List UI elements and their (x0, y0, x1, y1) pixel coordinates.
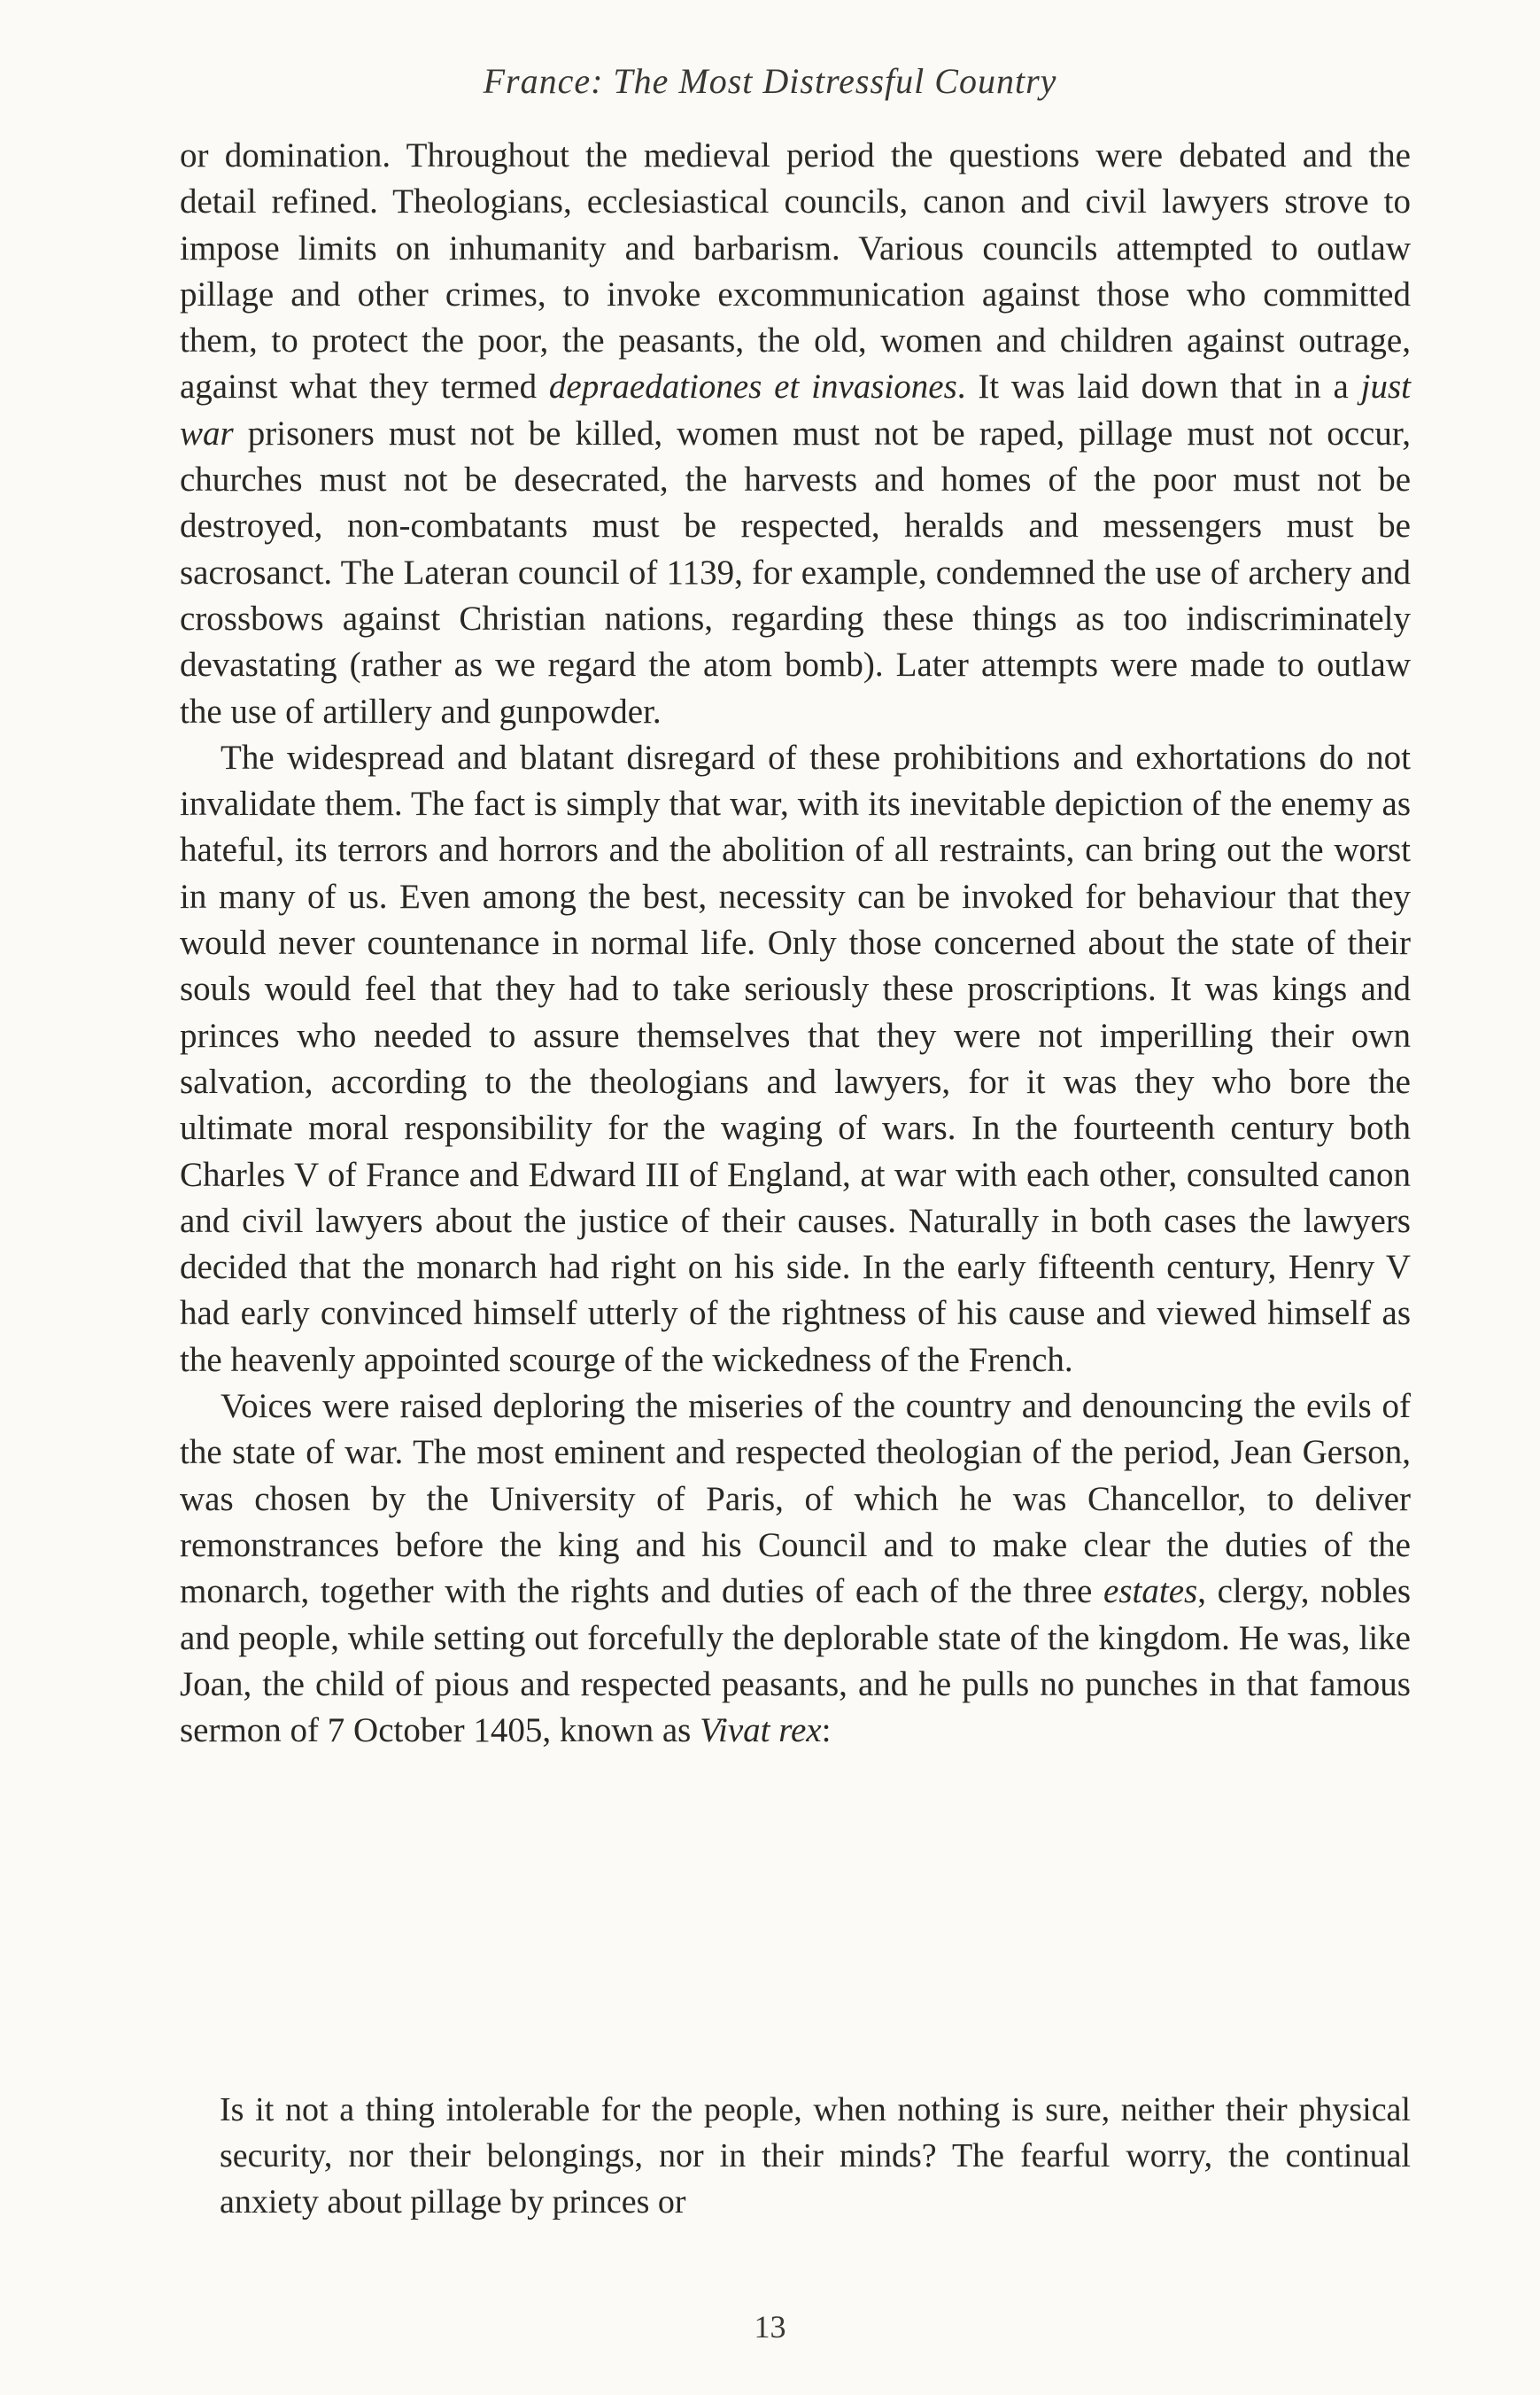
paragraph-1-text-b: . It was laid down that in a (956, 368, 1361, 407)
paragraph-3-italic-a: estates (1103, 1572, 1198, 1611)
paragraph-2: The widespread and blatant disregard of these prohibitions and exhortations do not invalidate them. The fact is simply that war, with its inevitable depiction of the enemy as hateful, its terrors and horrors and the abolition of all restraints, can bring out the worst in many of us. Even among the best, necessity can be invoked for behaviour that they would never countenance in normal life. Only those concerned about the state of their souls would feel that they had to take seriously these proscriptions. It was kings and princes who needed to assure themselves that they were not imperilling their own salvation, according to the theologians and lawyers, for it was they who bore the ultimate moral responsibility for the waging of wars. In the fourteenth century both Charles V of France and Edward III of England, at war with each other, consulted canon and civil lawyers about the justice of their causes. Naturally in both cases the lawyers decided that the monarch had right on his side. In the early fifteenth century, Henry V had early convinced himself utterly of the rightness of his cause and viewed himself as the heavenly appointed scourge of the wickedness of the French. (180, 738, 1411, 1379)
running-head: France: The Most Distressful Country (483, 61, 1057, 101)
paragraph-1-text-a: or domination. Throughout the medieval period the questions were debated and the detail refined. Theologians, ecclesiastical councils, canon and civil lawyers strove to impose limits on inhumanity and barbarism. Various councils attempted to outlaw pillage and other crimes, to invoke excommunication against those who committed them, to protect the poor, the peasants, the old, women and children against outrage, against what they termed (180, 136, 1411, 407)
paragraph-1-italic-a: depraedationes et invasiones (548, 368, 957, 407)
block-quote-text: Is it not a thing intolerable for the people, when nothing is sure, neither their physical security, nor their belongings, nor in their minds? The fearful worry, the continual anxiety about pillage by princes or (220, 2091, 1411, 2221)
paragraph-3 (180, 1384, 1411, 1754)
paragraph-1 (180, 133, 1411, 735)
paragraph-3-text-a: Voices were raised deploring the miseries of the country and denouncing the evils of the state of war. The most eminent and respected theologian of the period, Jean Gerson, was chosen by the University of Paris, of which he was Chancellor, to deliver remonstrances before the king and his Council and to make clear the duties of the monarch, together with the rights and duties of each of the three (180, 1387, 1411, 1611)
paragraph-3-italic-b: Vivat rex (700, 1711, 822, 1750)
body-text (180, 133, 1411, 1754)
page-number: 13 (754, 2309, 786, 2345)
paragraph-1-text-c: prisoners must not be killed, women must not be raped, pillage must not occur, churches must not be desecrated, the harvests and homes of the poor must not be destroyed, non-combatants must be respected, heralds and messengers must be sacrosanct. The Lateran council of 1139, for example, condemned the use of archery and crossbows against Christian nations, regarding these things as too indiscriminately devastating (rather as we regard the atom bomb). Later attempts were made to outlaw the use of artillery and gunpowder. (180, 414, 1411, 731)
paragraph-1-italic-b: just war (180, 368, 1412, 453)
paragraph-3-text-c: : (821, 1711, 832, 1750)
block-quote (220, 2087, 1411, 2225)
paragraph-3-text-b: , clergy, nobles and people, while setting out forcefully the deplorable state of the kingdom. He was, like Joan, the child of pious and respected peasants, and he pulls no punches in that famous sermon of 7 October 1405, known as (180, 1572, 1412, 1750)
